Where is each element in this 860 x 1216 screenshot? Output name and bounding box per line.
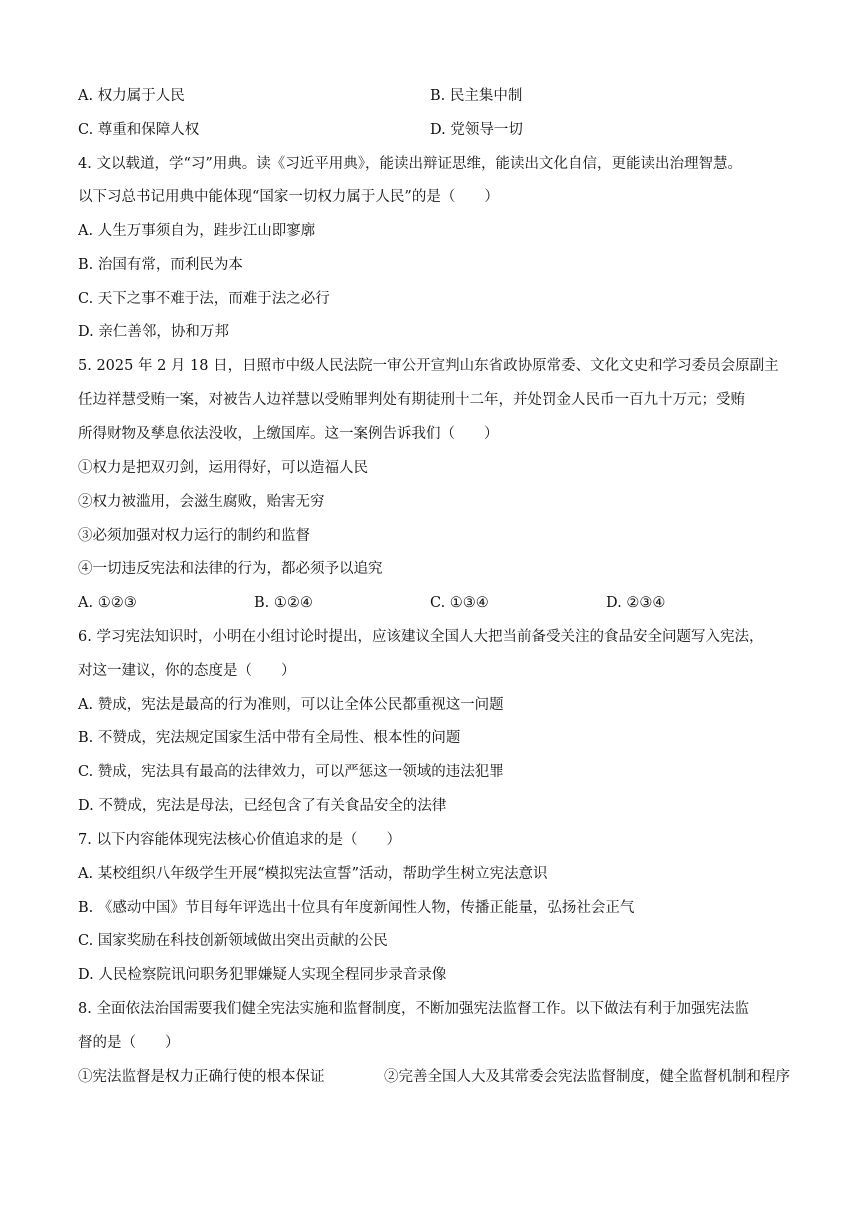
q7-option-c: C. 国家奖励在科技创新领域做出突出贡献的公民 bbox=[78, 933, 388, 949]
q7-option-b: B. 《感动中国》节目每年评选出十位具有年度新闻性人物，传播正能量，弘扬社会正气 bbox=[78, 900, 635, 916]
q5-item-3: ③必须加强对权力运行的制约和监督 bbox=[78, 528, 310, 544]
q5-stem-line-2: 任边祥慧受贿一案，对被告人边祥慧以受贿罪判处有期徒刑十二年，并处罚金人民币一百九十万元；受贿 bbox=[78, 392, 745, 408]
q5-option-c: C. ①③④ bbox=[430, 595, 489, 611]
q8-items-row bbox=[78, 1067, 790, 1089]
q6-option-c: C. 赞成，宪法具有最高的法律效力，可以严惩这一领域的违法犯罪 bbox=[78, 764, 504, 780]
q4-option-c: C. 天下之事不难于法，而难于法之必行 bbox=[78, 291, 330, 307]
q8-item-2: ②完善全国人大及其常委会宪法监督制度，健全监督机制和程序 bbox=[384, 1069, 790, 1085]
q8-stem-line-1: 8. 全面依法治国需要我们健全宪法实施和监督制度，不断加强宪法监督工作。以下做法有利于加强宪法监 bbox=[78, 1001, 749, 1017]
q3-option-c: C. 尊重和保障人权 bbox=[78, 122, 200, 138]
q5-options-row bbox=[78, 593, 790, 615]
q3-options-row-2 bbox=[78, 120, 790, 142]
q6-stem-line-2: 对这一建议，你的态度是（ ） bbox=[78, 663, 296, 679]
q5-item-4: ④一切违反宪法和法律的行为，都必须予以追究 bbox=[78, 561, 383, 577]
q3-option-b: B. 民主集中制 bbox=[430, 88, 523, 104]
q5-stem-line-3: 所得财物及孳息依法没收，上缴国库。这一案例告诉我们（ ） bbox=[78, 426, 499, 442]
q4-option-d: D. 亲仁善邻，协和万邦 bbox=[78, 324, 229, 340]
q6-option-b: B. 不赞成，宪法规定国家生活中带有全局性、根本性的问题 bbox=[78, 730, 461, 746]
q7-option-a: A. 某校组织八年级学生开展“模拟宪法宣誓”活动，帮助学生树立宪法意识 bbox=[78, 866, 548, 882]
q3-option-d: D. 党领导一切 bbox=[430, 122, 523, 138]
q6-option-a: A. 赞成，宪法是最高的行为准则，可以让全体公民都重视这一问题 bbox=[78, 697, 504, 713]
q5-option-b: B. ①②④ bbox=[254, 595, 313, 611]
q5-option-a: A. ①②③ bbox=[78, 595, 137, 611]
q5-item-1: ①权力是把双刃剑，运用得好，可以造福人民 bbox=[78, 460, 368, 476]
q3-options-row-1 bbox=[78, 86, 790, 108]
q5-option-d: D. ②③④ bbox=[606, 595, 666, 611]
q4-stem-line-2: 以下习总书记用典中能体现“国家一切权力属于人民”的是（ ） bbox=[78, 189, 499, 205]
q8-stem-line-2: 督的是（ ） bbox=[78, 1035, 180, 1051]
q6-option-d: D. 不赞成，宪法是母法，已经包含了有关食品安全的法律 bbox=[78, 798, 447, 814]
q5-item-2: ②权力被滥用，会滋生腐败，贻害无穷 bbox=[78, 494, 325, 510]
q4-option-b: B. 治国有常，而利民为本 bbox=[78, 257, 243, 273]
q7-option-d: D. 人民检察院讯问职务犯罪嫌疑人实现全程同步录音录像 bbox=[78, 967, 447, 983]
q7-stem: 7. 以下内容能体现宪法核心价值追求的是（ ） bbox=[78, 832, 401, 848]
q4-stem-line-1: 4. 文以载道，学“习”用典。读《习近平用典》，能读出辩证思维，能读出文化自信，更能读出治理智慧。 bbox=[78, 156, 743, 172]
q5-stem-line-1: 5. 2025 年 2 月 18 日，日照市中级人民法院一审公开宣判山东省政协原常委、文化文史和学习委员会原副主 bbox=[78, 358, 779, 374]
q3-option-a: A. 权力属于人民 bbox=[78, 88, 185, 104]
q4-option-a: A. 人生万事须自为，跬步江山即寥廓 bbox=[78, 223, 316, 239]
q8-item-1: ①宪法监督是权力正确行使的根本保证 bbox=[78, 1069, 325, 1085]
q6-stem-line-1: 6. 学习宪法知识时，小明在小组讨论时提出，应该建议全国人大把当前备受关注的食品安全问题写入宪法， bbox=[78, 629, 764, 645]
